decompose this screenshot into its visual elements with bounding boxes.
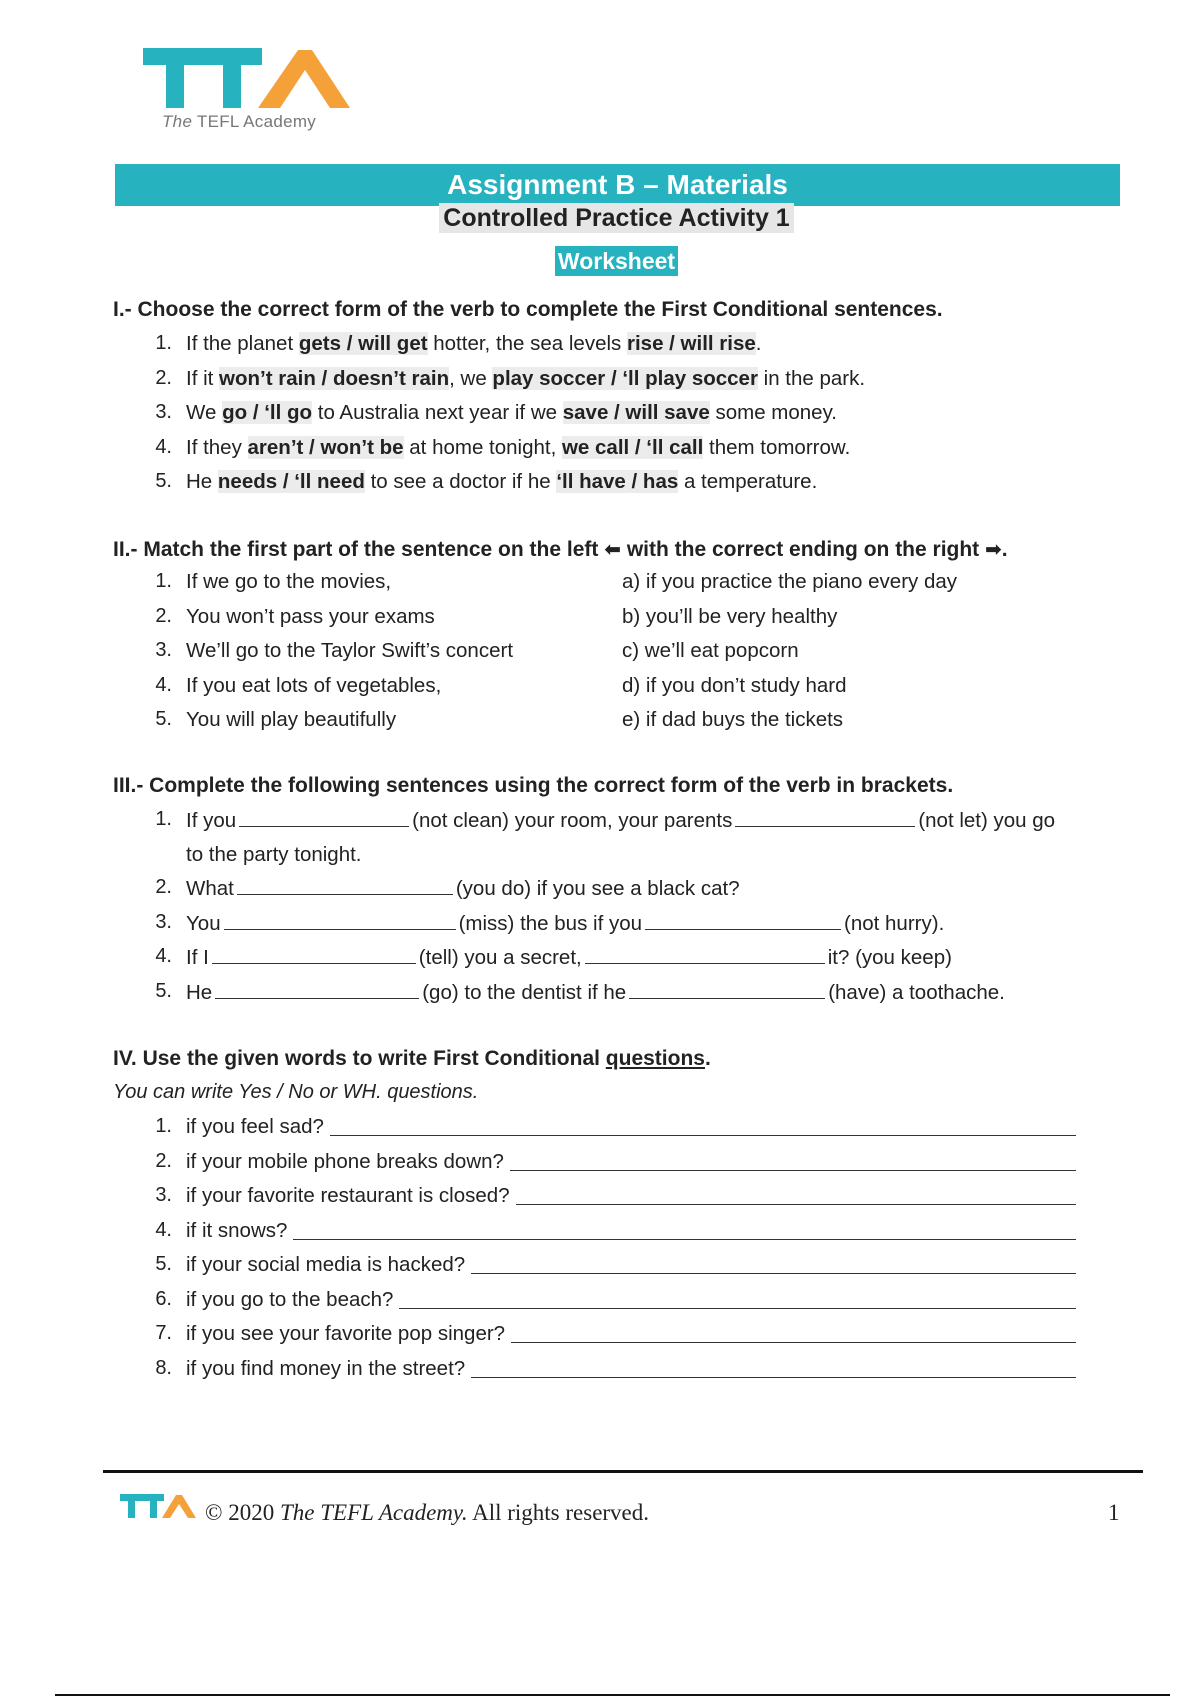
sentence bbox=[186, 401, 837, 425]
sentence-text: We bbox=[186, 401, 223, 424]
sentence-text: (have) a toothache. bbox=[828, 980, 1005, 1004]
sentence-start: If you bbox=[186, 809, 237, 832]
sentence-text: hotter, the sea levels bbox=[427, 332, 627, 355]
match-right-item: c) we’ll eat popcorn bbox=[622, 639, 799, 662]
sentence-text: If it bbox=[186, 366, 220, 390]
verb-choice: needs / ‘ll need bbox=[217, 470, 365, 493]
sentence bbox=[186, 436, 850, 460]
verb-choice: ‘ll have / has bbox=[556, 470, 679, 493]
answer-line bbox=[471, 1253, 1076, 1274]
fill-sentence bbox=[186, 808, 1055, 833]
question-prompt bbox=[186, 1288, 1076, 1312]
list-number: 3. bbox=[155, 910, 172, 933]
list-number: 4. bbox=[155, 673, 172, 696]
answer-line bbox=[399, 1288, 1076, 1309]
footer-divider bbox=[103, 1470, 1143, 1473]
list-number: 5. bbox=[155, 708, 172, 730]
answer-line bbox=[471, 1357, 1076, 1378]
section3-heading: III.- Complete the following sentences using the correct form of the verb in brackets. bbox=[113, 774, 954, 797]
list-number: 4. bbox=[155, 435, 172, 458]
prompt-text: if your favorite restaurant is closed? bbox=[186, 1184, 510, 1207]
section4-instruction: You can write Yes / No or WH. questions. bbox=[113, 1081, 479, 1103]
verb-choice: go / ‘ll go bbox=[222, 401, 313, 424]
list-number: 6. bbox=[155, 1287, 172, 1310]
sentence bbox=[186, 470, 817, 494]
tta-footer-logo bbox=[118, 1490, 198, 1532]
list-number: 1. bbox=[155, 808, 172, 830]
list-number: 1. bbox=[155, 1115, 172, 1137]
sentence-text: it? (you keep) bbox=[827, 946, 952, 969]
sentence-text: to Australia next year if we bbox=[312, 401, 563, 424]
fill-sentence bbox=[186, 980, 1005, 1005]
answer-line bbox=[516, 1184, 1076, 1205]
match-left-item: You won’t pass your exams bbox=[186, 604, 435, 628]
sentence-text: He bbox=[186, 470, 218, 493]
sentence bbox=[186, 367, 865, 391]
copyright: © 2020 The TEFL Academy. All rights reserved. bbox=[205, 1500, 650, 1525]
answer-line bbox=[293, 1219, 1076, 1240]
verb-choice: we call / ‘ll call bbox=[561, 435, 704, 459]
list-number: 3. bbox=[155, 401, 172, 423]
sentence-text: If the planet bbox=[186, 332, 299, 355]
answer-blank bbox=[629, 980, 825, 999]
sentence-text: (go) to the dentist if he bbox=[422, 980, 627, 1004]
verb-choice: gets / will get bbox=[298, 332, 428, 355]
left-arrow-icon: ⬅ bbox=[604, 539, 621, 561]
verb-choice: aren’t / won’t be bbox=[247, 435, 404, 459]
prompt-text: if your social media is hacked? bbox=[186, 1253, 466, 1276]
sentence-start: If I bbox=[186, 946, 209, 969]
match-left-item: If you eat lots of vegetables, bbox=[186, 673, 442, 697]
sentence-text: If they bbox=[186, 435, 248, 459]
list-number: 4. bbox=[155, 945, 172, 967]
answer-line bbox=[330, 1115, 1076, 1136]
sentence-text: (miss) the bus if you bbox=[458, 911, 643, 935]
fill-sentence bbox=[186, 876, 740, 901]
answer-blank bbox=[239, 808, 409, 827]
answer-blank bbox=[645, 911, 841, 930]
list-number: 3. bbox=[155, 1184, 172, 1206]
section2-heading: II.- Match the first part of the sentence on the left ⬅ with the correct ending on the right ➡. bbox=[113, 538, 1008, 561]
list-number: 1. bbox=[155, 332, 172, 354]
answer-blank bbox=[237, 876, 453, 895]
answer-line bbox=[511, 1322, 1076, 1343]
answer-line bbox=[510, 1150, 1076, 1171]
verb-choice: won’t rain / doesn’t rain bbox=[219, 366, 450, 390]
prompt-text: if you find money in the street? bbox=[186, 1356, 466, 1380]
match-left-item: You will play beautifully bbox=[186, 708, 397, 731]
match-right-item: a) if you practice the piano every day bbox=[622, 570, 958, 593]
sentence-text: (not let) you go bbox=[918, 809, 1056, 832]
answer-blank bbox=[224, 911, 456, 930]
bottom-divider bbox=[55, 1694, 1170, 1696]
list-number: 5. bbox=[155, 1253, 172, 1275]
list-number: 2. bbox=[155, 366, 172, 389]
list-number: 1. bbox=[155, 570, 172, 592]
list-number: 2. bbox=[155, 604, 172, 627]
logo-caption: The TEFL Academy bbox=[162, 112, 317, 131]
list-number: 4. bbox=[155, 1218, 172, 1241]
sentence bbox=[186, 332, 761, 356]
sentence-text: to see a doctor if he bbox=[364, 470, 557, 493]
right-arrow-icon: ➡ bbox=[985, 539, 1002, 561]
sentence-text: (tell) you a secret, bbox=[418, 946, 582, 969]
sentence-text: . bbox=[755, 332, 762, 355]
question-prompt bbox=[186, 1322, 1076, 1346]
question-prompt bbox=[186, 1219, 1076, 1243]
sentence-text: them tomorrow. bbox=[703, 435, 851, 459]
prompt-text: if you go to the beach? bbox=[186, 1287, 394, 1311]
sentence-continuation: to the party tonight. bbox=[186, 842, 362, 866]
title-banner bbox=[115, 164, 1120, 206]
list-number: 3. bbox=[155, 639, 172, 661]
page-title: Assignment B – Materials bbox=[447, 169, 788, 200]
question-prompt bbox=[186, 1357, 1076, 1381]
sentence-text: (not hurry). bbox=[844, 911, 945, 935]
sentence-text: , we bbox=[449, 366, 493, 390]
fill-sentence bbox=[186, 911, 944, 936]
sentence-text: a temperature. bbox=[678, 470, 818, 493]
list-number: 7. bbox=[155, 1322, 172, 1344]
sentence-text: (not clean) your room, your parents bbox=[412, 809, 733, 832]
prompt-text: if it snows? bbox=[186, 1218, 288, 1242]
fill-sentence bbox=[186, 945, 952, 970]
answer-blank bbox=[215, 980, 419, 999]
match-right-item: e) if dad buys the tickets bbox=[622, 708, 844, 731]
match-right-item: b) you’ll be very healthy bbox=[622, 604, 838, 628]
match-left-item: We’ll go to the Taylor Swift’s concert bbox=[186, 639, 514, 662]
list-number: 2. bbox=[155, 1149, 172, 1172]
match-left-item: If we go to the movies, bbox=[186, 570, 392, 593]
sentence-start: What bbox=[186, 877, 234, 900]
question-prompt bbox=[186, 1115, 1076, 1139]
question-prompt bbox=[186, 1150, 1076, 1174]
sentence-text: (you do) if you see a black cat? bbox=[455, 877, 740, 900]
sentence-start: You bbox=[186, 911, 221, 935]
question-prompt bbox=[186, 1184, 1076, 1208]
verb-choice: rise / will rise bbox=[627, 332, 756, 355]
sentence-text: in the park. bbox=[757, 366, 866, 390]
section1-heading: I.- Choose the correct form of the verb to complete the First Conditional sentences. bbox=[113, 298, 943, 321]
list-number: 2. bbox=[155, 876, 172, 898]
sentence-text: some money. bbox=[709, 401, 837, 424]
question-prompt bbox=[186, 1253, 1076, 1277]
section4-heading: IV. Use the given words to write First Conditional questions. bbox=[113, 1047, 711, 1070]
prompt-text: if your mobile phone breaks down? bbox=[186, 1149, 504, 1173]
answer-blank bbox=[585, 945, 825, 964]
answer-blank bbox=[212, 945, 416, 964]
verb-choice: play soccer / ‘ll play soccer bbox=[492, 366, 758, 390]
sentence-start: He bbox=[186, 980, 213, 1004]
worksheet-label: Worksheet bbox=[0, 248, 1200, 275]
verb-choice: save / will save bbox=[562, 401, 710, 424]
list-number: 5. bbox=[155, 470, 172, 492]
list-number: 5. bbox=[155, 979, 172, 1002]
subtitle: Controlled Practice Activity 1 bbox=[0, 204, 1200, 233]
match-right-item: d) if you don’t study hard bbox=[622, 673, 847, 697]
prompt-text: if you see your favorite pop singer? bbox=[186, 1322, 506, 1345]
answer-blank bbox=[735, 808, 915, 827]
sentence-text: at home tonight, bbox=[403, 435, 562, 459]
page-number: 1 bbox=[1108, 1500, 1120, 1525]
prompt-text: if you feel sad? bbox=[186, 1115, 324, 1138]
list-number: 8. bbox=[155, 1356, 172, 1379]
